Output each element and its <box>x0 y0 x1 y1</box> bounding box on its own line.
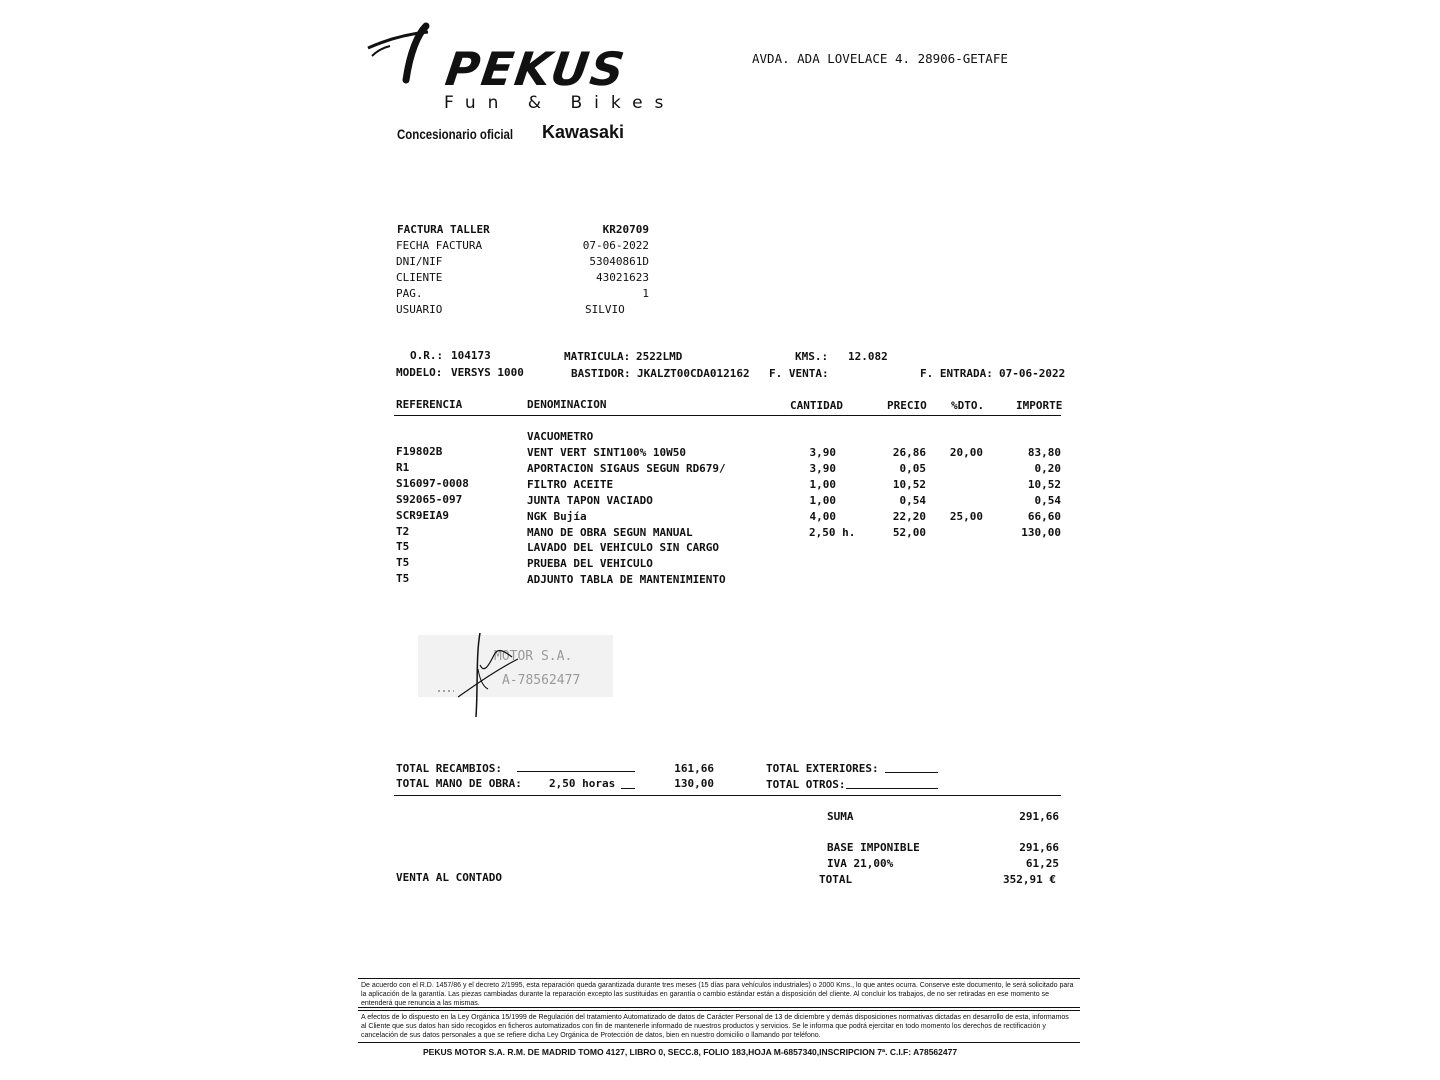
base-imponible-value: 291,66 <box>1019 841 1059 854</box>
company-stamp <box>418 625 618 720</box>
row-precio: 52,00 <box>892 526 926 539</box>
iva-label: IVA 21,00% <box>827 857 894 870</box>
privacy-text: A efectos de lo dispuesto en la Ley Orgánica 15/1999 de Regulación del tratamiento Automatizado de datos de Carácter Personal de 13 de diciembre y demás disposiciones normativas dictadas en desarrollo de esta, informamos al Cliente que sus datos han sido recogidos en ficheros automatizados con fin de mantenerle informado de nuestros productos y servicios. Se le informa que podrá ejercitar en todo momento los derechos de rectificación y cancelación de sus datos personales a que se refiere dicha Ley Orgánica de Protección de datos, bien en nuestro domicilio o llamando por teléfono. <box>361 1014 1069 1039</box>
row-cantidad: 2,50 h. <box>809 526 856 539</box>
modelo-label: MODELO: <box>396 366 443 379</box>
col-precio: PRECIO <box>887 399 927 412</box>
dealer-brand: Kawasaki <box>542 122 625 142</box>
row-cantidad: 1,00 <box>809 478 836 491</box>
info-value: 1 <box>642 287 649 300</box>
row-referencia: SCR9EIA9 <box>396 509 449 522</box>
row-cantidad: 3,90 <box>809 446 836 459</box>
total-mano-obra-label: TOTAL MANO DE OBRA: <box>396 777 522 790</box>
or-value: 104173 <box>451 349 491 362</box>
row-importe: 10,52 <box>1027 478 1061 491</box>
row-denominacion: LAVADO DEL VEHICULO SIN CARGO <box>527 541 720 554</box>
bastidor-label: BASTIDOR: <box>571 367 631 380</box>
row-referencia: R1 <box>396 461 410 474</box>
footer-rule <box>358 1010 1080 1011</box>
brand-name: PEKUS <box>442 42 630 96</box>
info-label: CLIENTE <box>396 271 443 284</box>
fentrada-label: F. ENTRADA: <box>920 367 993 380</box>
row-importe: 66,60 <box>1027 510 1061 523</box>
stamp-line-2: A-78562477 <box>502 673 581 688</box>
row-denominacion: MANO DE OBRA SEGUN MANUAL <box>527 526 693 539</box>
row-precio: 0,54 <box>899 494 926 507</box>
info-value: 07-06-2022 <box>582 239 649 252</box>
info-label: FECHA FACTURA <box>396 239 483 252</box>
row-dto: 25,00 <box>949 510 983 523</box>
kms-value: 12.082 <box>848 350 888 363</box>
row-precio: 26,86 <box>892 446 926 459</box>
underline <box>621 788 635 789</box>
underline <box>885 772 938 773</box>
warranty-text: De acuerdo con el R.D. 1457/86 y el decreto 2/1995, esta reparación queda garantizada durante tres meses (15 días para vehículos industriales) o 2000 Kms., lo que antes ocurra. Conserve este documento, le será solicitado para la aplicación de la garantía. Las piezas cambiadas durante la reparación excepto las sustituidas en garantía o cambio estándar están a disposición del cliente. Al concluir los trabajos, de no ser retiradas en ese momento se entenderá que renuncia a las mismas. <box>361 982 1074 1007</box>
stamp-line-1: MOTOR S.A. <box>494 649 573 664</box>
col-dto: %DTO. <box>951 399 985 412</box>
total-label: TOTAL <box>819 873 853 886</box>
total-otros-label: TOTAL OTROS: <box>766 778 846 791</box>
info-label: USUARIO <box>396 303 443 316</box>
row-denominacion: ADJUNTO TABLA DE MANTENIMIENTO <box>527 573 726 586</box>
info-value: KR20709 <box>602 223 649 236</box>
row-importe: 0,54 <box>1034 494 1061 507</box>
matricula-label: MATRICULA: <box>564 350 631 363</box>
row-referencia: T5 <box>396 540 410 553</box>
col-referencia: REFERENCIA <box>396 398 463 411</box>
row-dto: 20,00 <box>949 446 983 459</box>
row-referencia: T5 <box>396 556 410 569</box>
logo-swoosh-icon <box>366 22 456 84</box>
footer-rule <box>358 1007 1080 1008</box>
signature-icon <box>418 625 618 720</box>
brand-tagline: Fun & Bikes <box>444 93 676 113</box>
total-recambios-value: 161,66 <box>674 762 714 775</box>
totals-divider <box>394 795 1061 796</box>
total-value: 352,91 € <box>1003 873 1056 886</box>
row-referencia: S16097-0008 <box>396 477 469 490</box>
row-precio: 0,05 <box>899 462 926 475</box>
bastidor-value: JKALZT00CDA012162 <box>637 367 750 380</box>
total-recambios-label: TOTAL RECAMBIOS: <box>396 762 502 775</box>
payment-method: VENTA AL CONTADO <box>396 871 502 884</box>
base-imponible-label: BASE IMPONIBLE <box>827 841 920 854</box>
row-referencia: T5 <box>396 572 410 585</box>
row-denominacion: JUNTA TAPON VACIADO <box>527 494 653 507</box>
or-label: O.R.: <box>410 349 444 362</box>
suma-value: 291,66 <box>1019 810 1059 823</box>
dealer-line <box>397 122 625 143</box>
footer-rule <box>358 1042 1080 1043</box>
footer-rule <box>358 978 1080 979</box>
info-label: DNI/NIF <box>396 255 443 268</box>
suma-label: SUMA <box>827 810 854 823</box>
row-precio: 22,20 <box>892 510 926 523</box>
iva-value: 61,25 <box>1025 857 1059 870</box>
row-importe: 130,00 <box>1021 526 1061 539</box>
info-value: SILVIO <box>585 303 625 316</box>
row-precio: 10,52 <box>892 478 926 491</box>
fventa-label: F. VENTA: <box>769 367 829 380</box>
row-cantidad: 1,00 <box>809 494 836 507</box>
total-exteriores-label: TOTAL EXTERIORES: <box>766 762 879 775</box>
row-cantidad: 3,90 <box>809 462 836 475</box>
col-cantidad: CANTIDAD <box>790 399 843 412</box>
row-referencia: F19802B <box>396 445 443 458</box>
row-denominacion: NGK Bujía <box>527 510 587 523</box>
underline <box>846 788 938 789</box>
info-value: 53040861D <box>589 255 649 268</box>
row-cantidad: 4,00 <box>809 510 836 523</box>
row-denominacion: PRUEBA DEL VEHICULO <box>527 557 653 570</box>
row-denominacion: FILTRO ACEITE <box>527 478 614 491</box>
row-denominacion: VENT VERT SINT100% 10W50 <box>527 446 686 459</box>
kms-label: KMS.: <box>795 350 829 363</box>
info-label: FACTURA TALLER <box>397 223 490 236</box>
row-referencia: T2 <box>396 525 410 538</box>
info-label: PAG. <box>396 287 423 300</box>
row-importe: 0,20 <box>1034 462 1061 475</box>
row-importe: 83,80 <box>1027 446 1061 459</box>
row-denominacion: VACUOMETRO <box>527 430 594 443</box>
underline <box>517 771 635 772</box>
fentrada-value: 07-06-2022 <box>999 367 1066 380</box>
row-denominacion: APORTACION SIGAUS SEGUN RD679/ <box>527 462 726 475</box>
row-referencia: S92065-097 <box>396 493 463 506</box>
info-value: 43021623 <box>596 271 649 284</box>
dealer-prefix: Concesionario oficial <box>397 126 514 142</box>
total-mano-obra-value: 130,00 <box>674 777 714 790</box>
company-registry: PEKUS MOTOR S.A. R.M. DE MADRID TOMO 4127, LIBRO 0, SECC.8, FOLIO 183,HOJA M-6857340,INSCRIPCION 7ª. C.I.F: A78562477 <box>423 1047 958 1057</box>
modelo-value: VERSYS 1000 <box>451 366 524 379</box>
col-denominacion: DENOMINACION <box>527 398 607 411</box>
company-address: AVDA. ADA LOVELACE 4. 28906-GETAFE <box>752 51 1008 66</box>
col-importe: IMPORTE <box>1016 399 1063 412</box>
matricula-value: 2522LMD <box>636 350 683 363</box>
header-divider <box>394 415 1061 416</box>
total-mano-obra-hours: 2,50 horas <box>549 777 616 790</box>
